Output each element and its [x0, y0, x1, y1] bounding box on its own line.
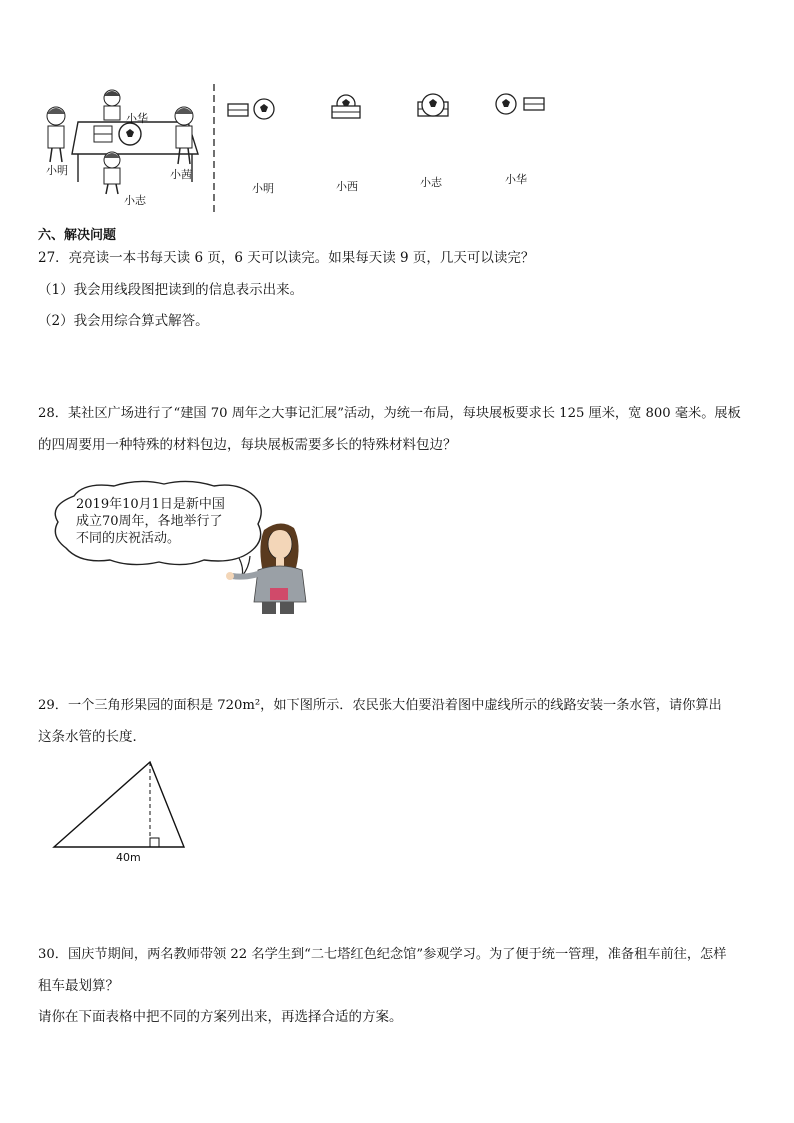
- label-xiaozhi-table: 小志: [124, 194, 146, 207]
- q27-sub1: （1）我会用线段图把读到的信息表示出来。: [38, 282, 304, 298]
- label-xiaoming-table: 小明: [46, 164, 68, 177]
- q27-sub2: （2）我会用综合算式解答。: [38, 313, 209, 329]
- view-label-1: 小明: [252, 182, 274, 195]
- bubble-line-2: 成立70周年，各地举行了: [76, 514, 223, 529]
- q29-line2: 这条水管的长度．: [38, 729, 146, 745]
- section-title: 六、解决问题: [38, 228, 117, 243]
- bubble-line-1: 2019年10月1日是新中国: [76, 497, 225, 512]
- views-illustration: [226, 92, 556, 126]
- dashed-divider: [212, 84, 216, 212]
- label-xiaohua-table: 小华: [126, 112, 148, 125]
- view-label-2: 小西: [336, 180, 358, 193]
- bubble-line-3: 不同的庆祝活动。: [76, 531, 181, 546]
- q30-line2: 租车最划算？: [38, 978, 119, 994]
- triangle-base-label: 40m: [116, 851, 141, 864]
- q28-line2: 的四周要用一种特殊的材料包边，每块展板需要多长的特殊材料包边？: [38, 437, 457, 453]
- view-label-4: 小华: [505, 173, 527, 186]
- q30-line3: 请你在下面表格中把不同的方案列出来，再选择合适的方案。: [38, 1009, 403, 1025]
- q27-text: 27．亮亮读一本书每天读 6 页，6 天可以读完。如果每天读 9 页，几天可以读完？: [38, 250, 535, 266]
- view-label-3: 小志: [420, 176, 442, 189]
- q29-line1: 29．一个三角形果园的面积是 720m²，如下图所示．农民张大伯要沿着图中虚线所示的线路安装一条水管，请你算出: [38, 698, 722, 713]
- label-xiaoxi-table: 小茜: [170, 168, 192, 181]
- q30-line1: 30．国庆节期间，两名教师带领 22 名学生到“二七塔红色纪念馆”参观学习。为了便于统一管理，准备租车前往，怎样: [38, 947, 727, 962]
- q28-line1: 28．某社区广场进行了“建国 70 周年之大事记汇展”活动，为统一布局，每块展板要求长 125 厘米，宽 800 毫米。展板: [38, 406, 741, 421]
- triangle-figure: [50, 758, 190, 852]
